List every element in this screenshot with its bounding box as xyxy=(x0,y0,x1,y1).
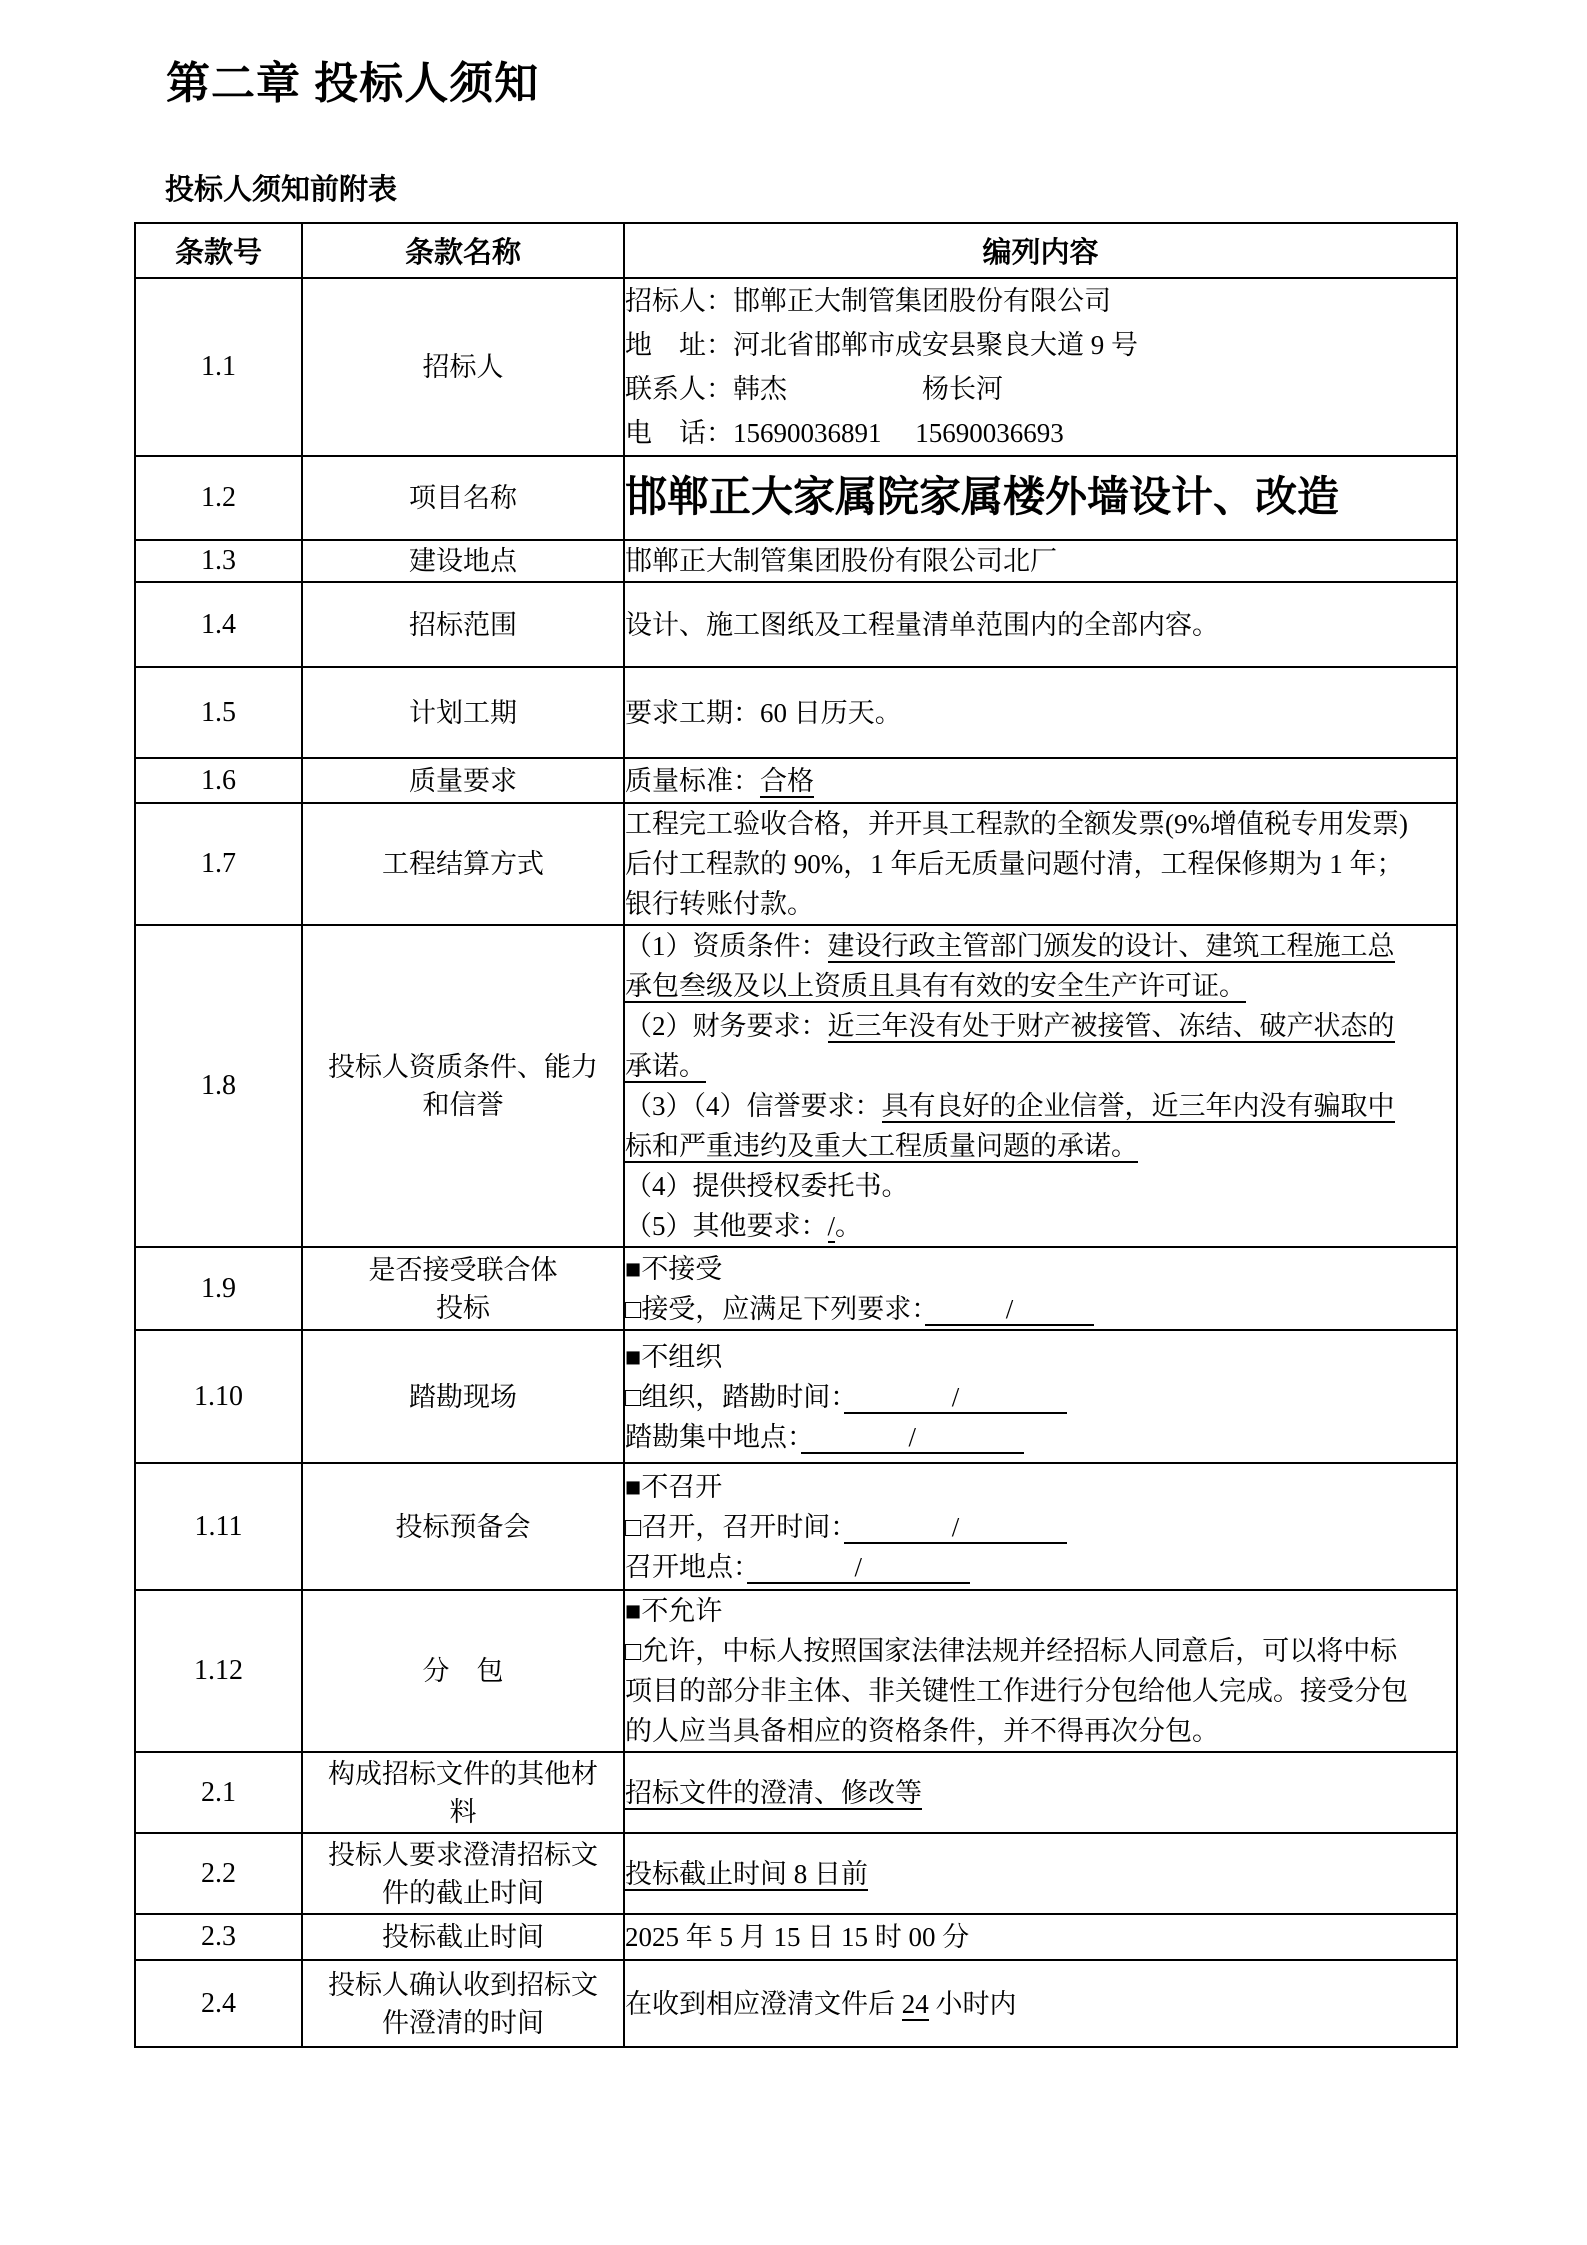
content-line xyxy=(625,1631,1456,1671)
text-segment: 银行转账付款。 xyxy=(625,889,814,919)
clause-no-cell: 1.10 xyxy=(135,1330,302,1463)
table-row xyxy=(135,758,1457,803)
text-segment: 联系人：韩杰 杨长河 xyxy=(625,374,1003,404)
content-line xyxy=(625,1917,1456,1957)
table-row xyxy=(135,1330,1457,1463)
table-row xyxy=(135,1463,1457,1590)
content-line xyxy=(625,1249,1456,1289)
text-segment: 招标人：邯郸正大制管集团股份有限公司 xyxy=(625,286,1111,316)
clause-name-line: 招标人 xyxy=(422,352,504,382)
content-cell xyxy=(624,803,1457,925)
text-segment: 合格 xyxy=(760,765,814,796)
clause-name-cell xyxy=(302,1752,624,1833)
checkbox-empty-icon: □ xyxy=(625,1511,642,1542)
table-row xyxy=(135,278,1457,456)
blank-fill: / xyxy=(843,1381,1068,1412)
checkbox-empty-icon: □ xyxy=(625,1636,642,1666)
content-line xyxy=(625,1046,1456,1086)
text-segment: 召开，召开时间： xyxy=(641,1511,844,1542)
clause-no-cell: 1.11 xyxy=(135,1463,302,1590)
clause-name-cell xyxy=(302,1914,624,1960)
clause-name-line: 投标截止时间 xyxy=(382,1922,544,1952)
content-line xyxy=(625,1337,1456,1377)
content-line xyxy=(625,1467,1456,1507)
clause-name-line: 项目名称 xyxy=(409,483,517,513)
content-cell xyxy=(624,1247,1457,1330)
clause-name-cell xyxy=(302,758,624,803)
text-segment: 不允许 xyxy=(641,1596,723,1626)
clause-no-cell: 1.2 xyxy=(135,456,302,540)
content-line xyxy=(625,1854,1456,1894)
content-line xyxy=(625,1126,1456,1166)
text-segment: 召开地点： xyxy=(625,1551,747,1582)
clause-name-line: 投标人确认收到招标文 xyxy=(328,1969,598,2000)
clause-name-line: 计划工期 xyxy=(409,697,517,728)
blank-fill: / xyxy=(746,1551,971,1582)
content-cell xyxy=(624,1330,1457,1463)
table-row xyxy=(135,803,1457,925)
content-cell xyxy=(624,456,1457,540)
clause-name-line: 工程结算方式 xyxy=(382,849,544,879)
clause-no-cell: 1.1 xyxy=(135,278,302,456)
content-cell xyxy=(624,925,1457,1247)
content-cell xyxy=(624,278,1457,456)
checkbox-checked-icon: ■ xyxy=(625,1596,642,1626)
content-cell xyxy=(624,1590,1457,1752)
content-line xyxy=(625,844,1456,884)
text-segment: 承诺。 xyxy=(625,1051,706,1081)
clause-name-cell xyxy=(302,803,624,925)
text-segment: 24 xyxy=(901,1988,929,2019)
content-line xyxy=(625,367,1456,411)
text-segment: （5）其他要求： xyxy=(625,1211,828,1241)
table-row xyxy=(135,925,1457,1247)
content-line xyxy=(625,1166,1456,1206)
clause-no-cell: 1.6 xyxy=(135,758,302,803)
clause-name-cell xyxy=(302,1960,624,2047)
checkbox-checked-icon: ■ xyxy=(625,1471,642,1502)
text-segment: 工程完工验收合格，并开具工程款的全额发票(9%增值税专用发票) xyxy=(625,809,1408,839)
content-cell xyxy=(624,1914,1457,1960)
content-cell xyxy=(624,758,1457,803)
content-cell xyxy=(624,1752,1457,1833)
content-line xyxy=(625,1773,1456,1813)
text-segment: 接受，应满足下列要求： xyxy=(641,1293,925,1324)
content-line xyxy=(625,1507,1456,1547)
text-segment: / xyxy=(827,1211,836,1241)
table-row xyxy=(135,1833,1457,1914)
clause-no-cell: 2.4 xyxy=(135,1960,302,2047)
table-row xyxy=(135,1247,1457,1330)
clause-no-cell: 1.5 xyxy=(135,667,302,758)
content-line xyxy=(625,884,1456,924)
clause-name-cell xyxy=(302,925,624,1247)
text-segment: 。 xyxy=(835,1211,863,1241)
clause-no-cell: 1.4 xyxy=(135,582,302,667)
clause-name-line: 质量要求 xyxy=(409,765,517,796)
table-row xyxy=(135,540,1457,582)
clause-name-line: 分 包 xyxy=(422,1656,504,1686)
clause-name-cell xyxy=(302,1463,624,1590)
clause-name-cell xyxy=(302,1833,624,1914)
text-segment: 地 址：河北省邯郸市成安县聚良大道 9 号 xyxy=(625,330,1138,360)
table-row xyxy=(135,456,1457,540)
clause-name-cell xyxy=(302,278,624,456)
content-line xyxy=(625,693,1456,733)
text-segment: 邯郸正大家属院家属楼外墙设计、改造 xyxy=(625,474,1340,521)
blank-fill: / xyxy=(924,1293,1095,1324)
header-clause-name: 条款名称 xyxy=(302,223,624,278)
clause-name-line: 料 xyxy=(449,1796,477,1827)
content-line xyxy=(625,605,1456,645)
clause-name-line: 和信誉 xyxy=(422,1090,504,1120)
clause-name-line: 招标范围 xyxy=(409,609,517,640)
table-body xyxy=(135,278,1457,2047)
clause-no-cell: 2.2 xyxy=(135,1833,302,1914)
text-segment: 电 话：15690036891 15690036693 xyxy=(625,418,1064,448)
text-segment: 允许，中标人按照国家法律法规并经招标人同意后，可以将中标 xyxy=(641,1636,1398,1666)
clause-name-cell xyxy=(302,667,624,758)
table-row xyxy=(135,1590,1457,1752)
clause-no-cell: 1.3 xyxy=(135,540,302,582)
table-row xyxy=(135,1960,1457,2047)
blank-fill: / xyxy=(800,1421,1025,1452)
text-segment: 投标截止时间 8 日前 xyxy=(625,1858,868,1889)
content-cell xyxy=(624,1960,1457,2047)
text-segment: 2025 年 5 月 15 日 15 时 00 分 xyxy=(625,1922,970,1952)
content-line xyxy=(625,1289,1456,1329)
clause-no-cell: 2.1 xyxy=(135,1752,302,1833)
text-segment: 建设行政主管部门颁发的设计、建筑工程施工总 xyxy=(827,931,1395,961)
text-segment: 质量标准： xyxy=(625,765,760,796)
text-segment: 组织，踏勘时间： xyxy=(641,1381,844,1412)
text-segment: 不接受 xyxy=(641,1253,723,1284)
content-cell xyxy=(624,667,1457,758)
checkbox-checked-icon: ■ xyxy=(625,1253,642,1284)
text-segment: 邯郸正大制管集团股份有限公司北厂 xyxy=(625,546,1057,576)
table-caption: 投标人须知前附表 xyxy=(165,174,398,206)
content-line xyxy=(625,411,1456,455)
text-segment: 不组织 xyxy=(641,1341,723,1372)
text-segment: 的人应当具备相应的资格条件，并不得再次分包。 xyxy=(625,1716,1219,1746)
checkbox-checked-icon: ■ xyxy=(625,1341,642,1372)
text-segment: 承包叁级及以上资质且具有有效的安全生产许可证。 xyxy=(625,971,1246,1001)
table-row xyxy=(135,667,1457,758)
text-segment: （4）提供授权委托书。 xyxy=(625,1171,909,1201)
text-segment: 在收到相应澄清文件后 xyxy=(625,1988,902,2019)
text-segment: 标和严重违约及重大工程质量问题的承诺。 xyxy=(625,1131,1138,1161)
clause-name-line: 是否接受联合体 xyxy=(368,1254,558,1285)
table-row xyxy=(135,1752,1457,1833)
text-segment: 具有良好的企业信誉，近三年内没有骗取中 xyxy=(881,1091,1395,1121)
content-line xyxy=(625,1591,1456,1631)
text-segment: 近三年没有处于财产被接管、冻结、破产状态的 xyxy=(827,1011,1395,1041)
text-segment: 招标文件的澄清、修改等 xyxy=(625,1777,922,1808)
content-cell xyxy=(624,1833,1457,1914)
content-line xyxy=(625,1206,1456,1246)
clause-no-cell: 1.12 xyxy=(135,1590,302,1752)
content-line xyxy=(625,1547,1456,1587)
bidder-notice-table xyxy=(134,222,1458,2048)
table-row xyxy=(135,1914,1457,1960)
clause-name-cell xyxy=(302,456,624,540)
clause-name-line: 投标预备会 xyxy=(395,1511,531,1542)
text-segment: 后付工程款的 90%，1 年后无质量问题付清，工程保修期为 1 年； xyxy=(625,849,1404,879)
clause-name-cell xyxy=(302,1330,624,1463)
content-cell xyxy=(624,582,1457,667)
clause-name-cell xyxy=(302,1590,624,1752)
text-segment: 要求工期：60 日历天。 xyxy=(625,697,902,728)
content-line xyxy=(625,804,1456,844)
content-line xyxy=(625,761,1456,801)
content-line xyxy=(625,1377,1456,1417)
clause-name-cell xyxy=(302,540,624,582)
clause-name-line: 构成招标文件的其他材 xyxy=(328,1758,598,1789)
clause-name-line: 投标 xyxy=(436,1292,490,1323)
clause-no-cell: 1.9 xyxy=(135,1247,302,1330)
clause-name-line: 件澄清的时间 xyxy=(382,2007,544,2038)
text-segment: （1）资质条件： xyxy=(625,931,828,961)
clause-no-cell: 1.8 xyxy=(135,925,302,1247)
content-line xyxy=(625,1711,1456,1751)
clause-no-cell: 1.7 xyxy=(135,803,302,925)
clause-name-cell xyxy=(302,582,624,667)
text-segment: 设计、施工图纸及工程量清单范围内的全部内容。 xyxy=(625,609,1219,640)
checkbox-empty-icon: □ xyxy=(625,1381,642,1412)
text-segment: 不召开 xyxy=(641,1471,723,1502)
header-clause-no: 条款号 xyxy=(135,223,302,278)
content-line xyxy=(625,1671,1456,1711)
content-line xyxy=(625,1417,1456,1457)
content-line xyxy=(625,1086,1456,1126)
blank-fill: / xyxy=(843,1511,1068,1542)
content-line xyxy=(625,926,1456,966)
text-segment: 踏勘集中地点： xyxy=(625,1421,801,1452)
content-line xyxy=(625,323,1456,367)
text-segment: 小时内 xyxy=(928,1988,1017,2019)
clause-name-line: 件的截止时间 xyxy=(382,1877,544,1908)
header-content: 编列内容 xyxy=(624,223,1457,278)
content-line xyxy=(625,1984,1456,2024)
content-line xyxy=(625,472,1456,525)
text-segment: 项目的部分非主体、非关键性工作进行分包给他人完成。接受分包 xyxy=(625,1676,1408,1706)
table-header-row xyxy=(135,223,1457,278)
text-segment: （3）（4）信誉要求： xyxy=(625,1091,882,1121)
clause-name-line: 投标人要求澄清招标文 xyxy=(328,1839,598,1870)
clause-name-line: 踏勘现场 xyxy=(409,1381,517,1412)
chapter-title: 第二章 投标人须知 xyxy=(166,59,540,108)
content-line xyxy=(625,279,1456,323)
content-cell xyxy=(624,540,1457,582)
clause-name-line: 建设地点 xyxy=(409,546,517,576)
content-line xyxy=(625,1006,1456,1046)
content-line xyxy=(625,541,1456,581)
text-segment: （2）财务要求： xyxy=(625,1011,828,1041)
clause-name-line: 投标人资质条件、能力 xyxy=(328,1052,598,1082)
clause-no-cell: 2.3 xyxy=(135,1914,302,1960)
content-cell xyxy=(624,1463,1457,1590)
content-line xyxy=(625,966,1456,1006)
clause-name-cell xyxy=(302,1247,624,1330)
checkbox-empty-icon: □ xyxy=(625,1293,642,1324)
table-row xyxy=(135,582,1457,667)
